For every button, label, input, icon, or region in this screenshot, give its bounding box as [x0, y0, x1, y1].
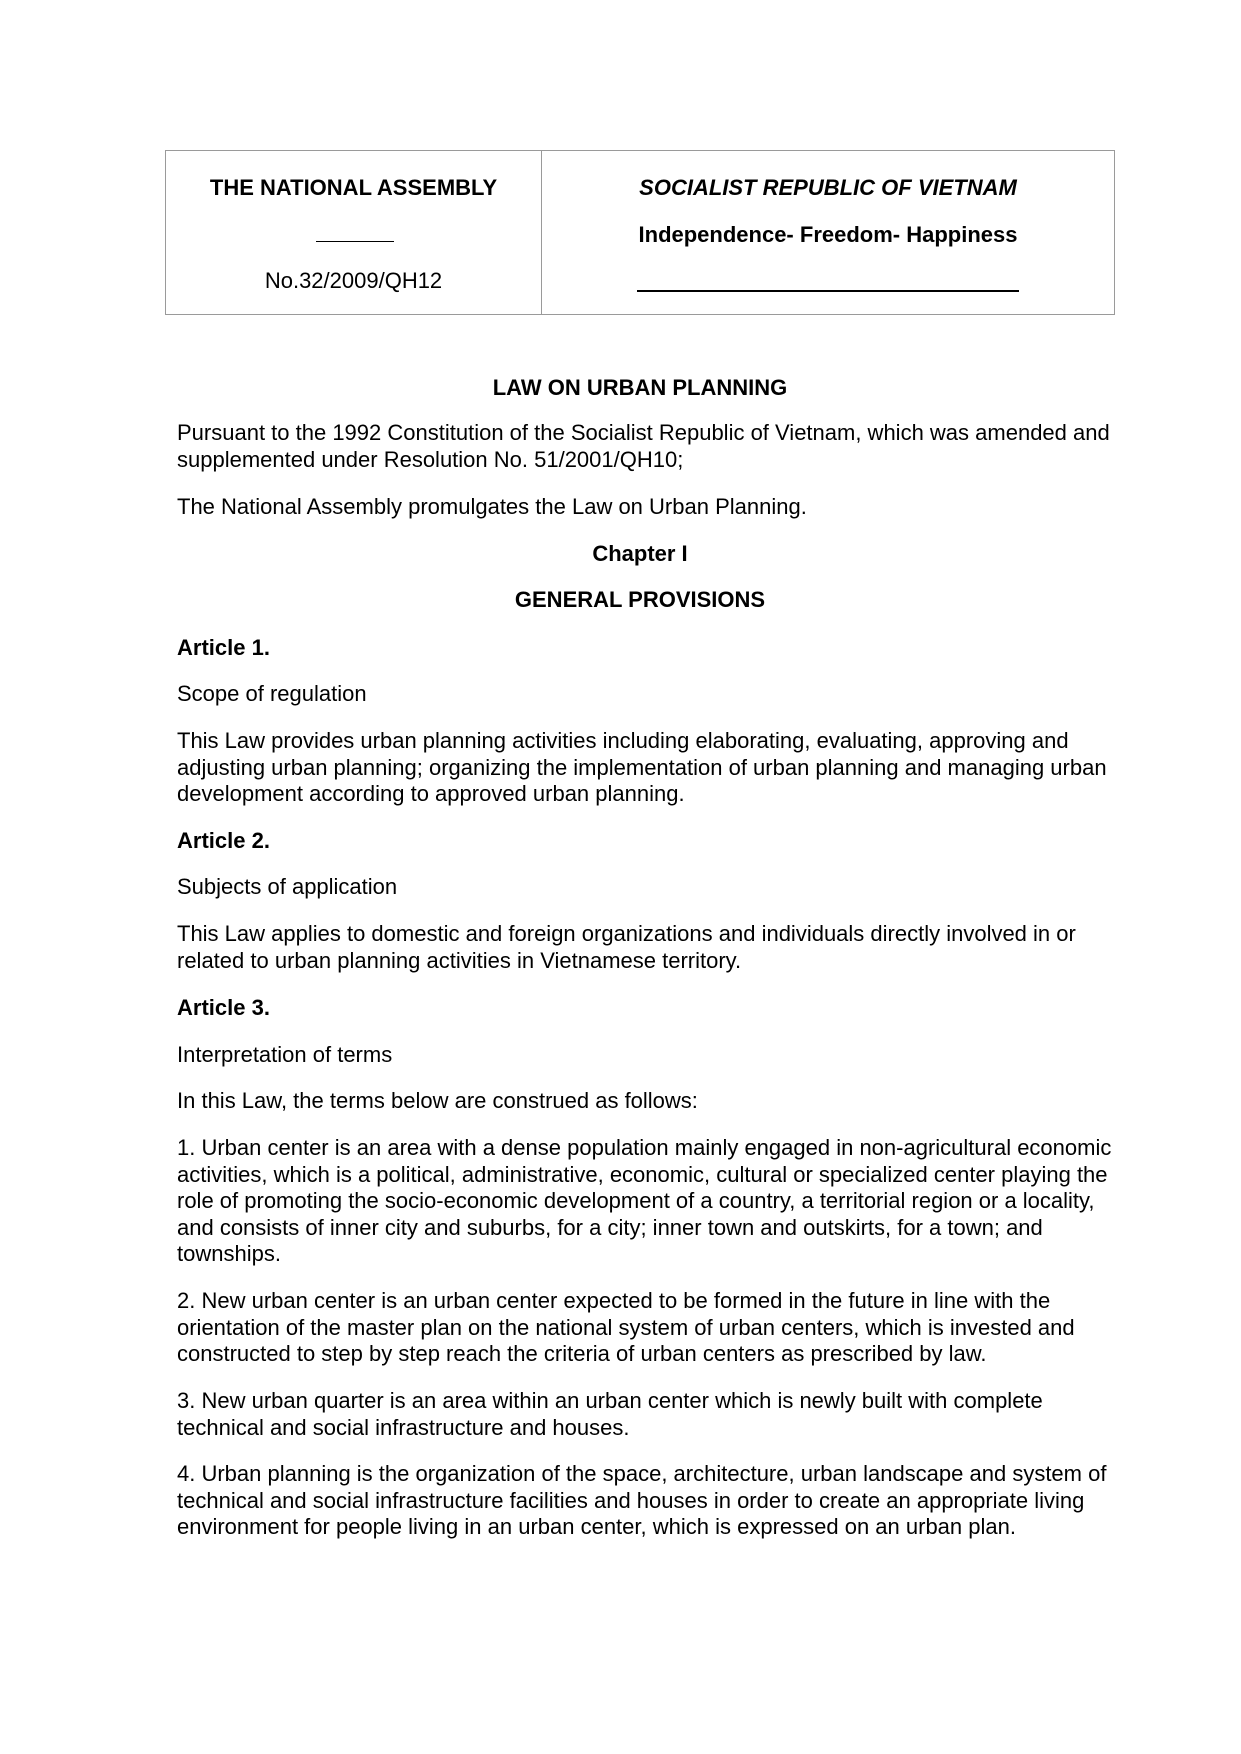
issuer-title: THE NATIONAL ASSEMBLY — [209, 175, 498, 200]
law-title: LAW ON URBAN PLANNING — [492, 375, 788, 400]
document-number: No.32/2009/QH12 — [264, 268, 443, 293]
issuer-underline — [316, 241, 394, 242]
article-subtitle: Interpretation of terms — [177, 1042, 393, 1067]
article-text: This Law provides urban planning activities including elaborating, evaluating, approving and adjusting urban planning; organizing the implementation of urban planning and managing urban development according to approved urban planning. — [177, 728, 1107, 806]
country-title: SOCIALIST REPUBLIC OF VIETNAM — [639, 175, 1017, 200]
article-heading: Article 3. — [177, 995, 270, 1020]
term-item: 2. New urban center is an urban center expected to be formed in the future in line with the orientation of the master plan on the national system of urban centers, which is invested and constructed to step by step reach the criteria of urban centers as prescribed by law. — [177, 1288, 1075, 1366]
term-item: 3. New urban quarter is an area within an urban center which is newly built with complete technical and social infrastructure and houses. — [177, 1388, 1043, 1440]
chapter-heading: Chapter I — [592, 541, 688, 566]
term-item: 1. Urban center is an area with a dense population mainly engaged in non-agricultural economic activities, which is a political, administrative, economic, cultural or specialized center playing the role of promoting the socio-economic development of a country, a territorial region or a locality, and consists of inner city and suburbs, for a city; inner town and outskirts, for a town; and townships. — [177, 1135, 1112, 1266]
article-heading: Article 1. — [177, 635, 270, 660]
article-heading: Article 2. — [177, 828, 270, 853]
chapter-title: GENERAL PROVISIONS — [514, 587, 766, 612]
article-subtitle: Scope of regulation — [177, 681, 367, 706]
motto-underline — [637, 290, 1019, 292]
header-left-cell — [166, 151, 542, 314]
national-motto: Independence- Freedom- Happiness — [638, 222, 1018, 247]
header-right-cell — [542, 151, 1114, 314]
article-subtitle: Subjects of application — [177, 874, 398, 899]
header-table — [165, 150, 1115, 315]
promulgation-paragraph: The National Assembly promulgates the Law on Urban Planning. — [177, 494, 807, 519]
term-item: 4. Urban planning is the organization of the space, architecture, urban landscape and system of technical and social infrastructure facilities and houses in order to create an appropriate living environment for people living in an urban center, which is expressed on an urban plan. — [177, 1461, 1107, 1539]
preamble-paragraph: Pursuant to the 1992 Constitution of the Socialist Republic of Vietnam, which was amended and supplemented under Resolution No. 51/2001/QH10; — [177, 420, 1110, 472]
article-text: In this Law, the terms below are construed as follows: — [177, 1088, 698, 1113]
article-text: This Law applies to domestic and foreign organizations and individuals directly involved in or related to urban planning activities in Vietnamese territory. — [177, 921, 1076, 973]
